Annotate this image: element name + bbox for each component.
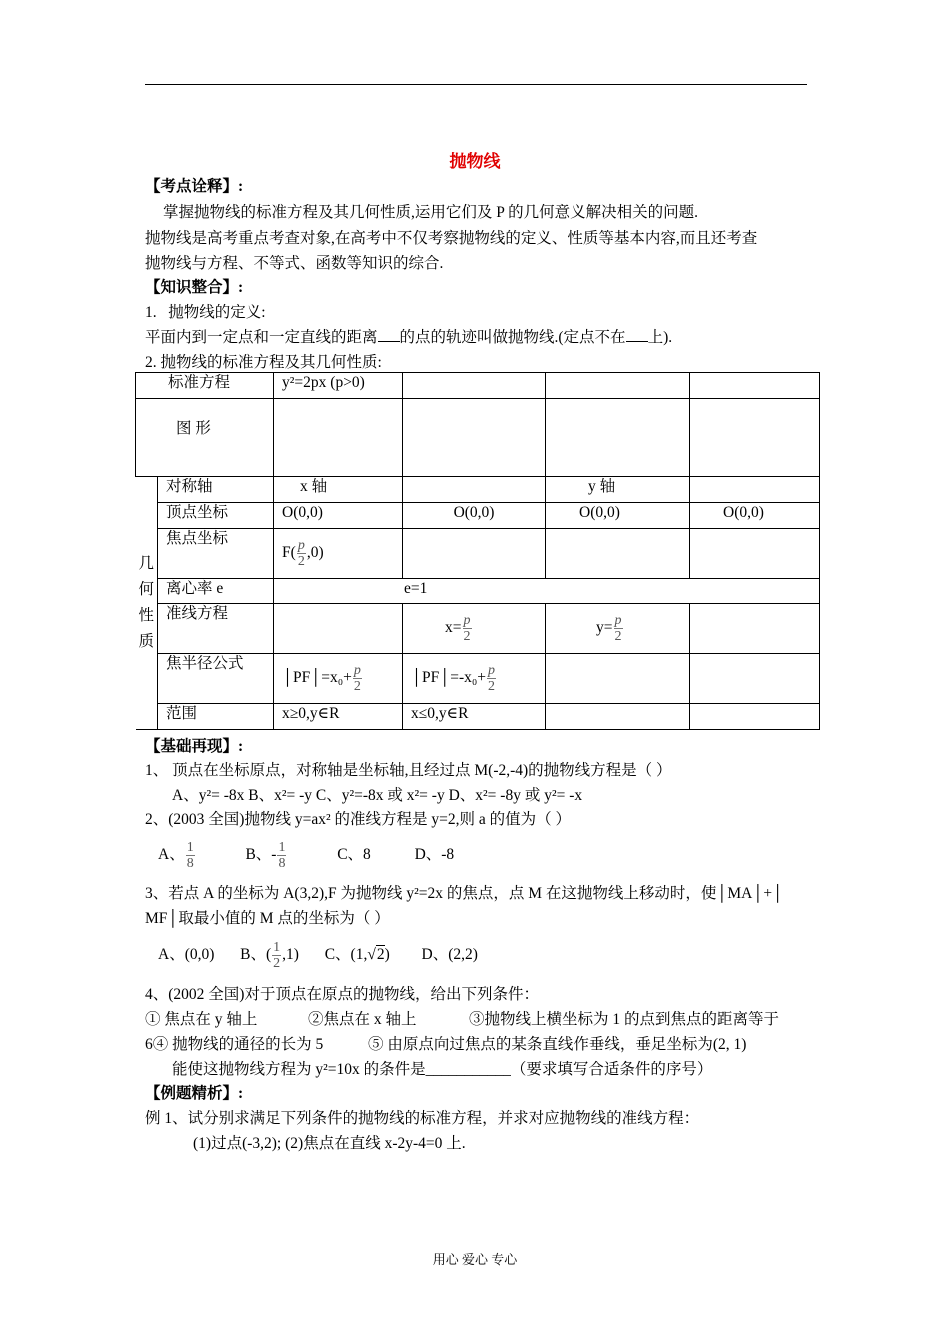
example-1-parts: (1)过点(-3,2); (2)焦点在直线 x-2y-4=0 上. (193, 1135, 466, 1152)
focus-label: 焦点坐标 (158, 529, 274, 579)
one-eighth-fraction: $\frac{1}{8}$ (186, 839, 194, 871)
std-equation-4 (690, 373, 820, 399)
directrix-4 (690, 604, 820, 654)
question-4: 4、(2002 全国)对于顶点在原点的抛物线，给出下列条件： (145, 986, 539, 1003)
q4-condition-5: ⑤ 由原点向过焦点的某条直线作垂线，垂足坐标为(2, 1) (368, 1036, 747, 1053)
question-1: 1、 顶点在坐标原点，对称轴是坐标轴,且经过点 M(-2,-4)的抛物线方程是（ ） (145, 762, 672, 779)
definition-line (145, 328, 672, 348)
vertex-4: O(0,0) (690, 503, 820, 529)
q2-option-b: B、- (245, 846, 277, 863)
focal-radius-2: │PF│=-x₀+ $\frac{p}{2}$ (403, 654, 546, 704)
std-equation-label: 标准方程 (136, 373, 274, 399)
kaodian-paragraph-2: 抛物线是高考重点考查对象,在高考中不仅考察抛物线的定义、性质等基本内容,而且还考查 (145, 230, 758, 247)
vertex-2: O(0,0) (403, 503, 546, 529)
one-eighth-fraction: $\frac{1}{8}$ (278, 839, 286, 871)
question-3-line-1: 3、若点 A 的坐标为 A(3,2),F 为抛物线 y²=2x 的焦点，点 M 在这抛物线上移动时，使│MA│+│ (145, 885, 784, 902)
header-rule (145, 84, 807, 85)
std-equation-2 (403, 373, 546, 399)
q3-option-d: D、(2,2) (421, 946, 478, 963)
directrix-3: y= $\frac{p}{2}$ (546, 604, 690, 654)
graph-cell-1 (274, 399, 403, 477)
question-1-options: A、y²= -8x B、x²= -y C、y²=-8x 或 x²= -y D、x²= -8y 或 y²= -x (172, 787, 583, 804)
p-over-2-fraction: $\frac{p}{2}$ (353, 663, 361, 694)
example-1: 例 1、试分别求满足下列条件的抛物线的标准方程，并求对应抛物线的准线方程： (145, 1110, 700, 1127)
focus-2 (403, 529, 546, 579)
directrix-2: x= $\frac{p}{2}$ (403, 604, 546, 654)
focal-radius-4 (690, 654, 820, 704)
definition-part-c: 上). (647, 329, 673, 346)
q4-condition-3: ③抛物线上横坐标为 1 的点到焦点的距离等于 (469, 1011, 780, 1028)
p-over-2-fraction: $\frac{p}{2}$ (488, 663, 496, 694)
definition-blank-2 (626, 341, 648, 342)
q2-option-d: D、-8 (414, 846, 455, 863)
question-2: 2、(2003 全国)抛物线 y=ax² 的准线方程是 y=2,则 a 的值为（ ） (145, 811, 571, 828)
directrix-label: 准线方程 (158, 604, 274, 654)
eccentricity-value: e=1 (274, 579, 820, 604)
q4-condition-4: 6④ 抛物线的通径的长为 5 (145, 1036, 324, 1053)
question-2-options (158, 838, 454, 872)
sqrt-icon: √ (367, 946, 376, 963)
question-3-line-2: MF│取最小值的 M 点的坐标为（ ） (145, 910, 390, 927)
range-1: x≥0,y∈R (274, 704, 403, 730)
graph-label: 图 形 (136, 399, 274, 477)
section-jichu-heading: 【基础再现】: (145, 738, 244, 755)
kaodian-paragraph-1: 掌握抛物线的标准方程及其几何性质,运用它们及 P 的几何意义解决相关的问题. (163, 204, 699, 221)
zhishi-item-2: 2. 抛物线的标准方程及其几何性质: (145, 354, 382, 371)
directrix-1 (274, 604, 403, 654)
definition-part-b: 的点的轨迹叫做抛物线.(定点不在 (399, 329, 626, 346)
definition-blank-1 (378, 341, 400, 342)
vertex-label: 顶点坐标 (158, 503, 274, 529)
kaodian-paragraph-3: 抛物线与方程、不等式、函数等知识的综合. (145, 255, 444, 272)
q3-option-c: C、(1,√2) (324, 946, 390, 963)
q4-condition-2: ②焦点在 x 轴上 (308, 1011, 417, 1028)
range-3 (546, 704, 690, 730)
p-over-2-fraction: $\frac{p}{2}$ (463, 613, 471, 644)
symmetry-axis-y: y 轴 (546, 477, 690, 503)
q4-prompt: 能使这抛物线方程为 y²=10x 的条件是___________（要求填写合适条件的序号） (172, 1061, 713, 1078)
geometric-properties-label: 几 何 性 质 (136, 477, 158, 730)
std-equation-1: y²=2px (p>0) (274, 373, 403, 399)
parabola-properties-table (135, 372, 820, 730)
q2-option-a: A、 (158, 846, 185, 863)
footer-text: 用心 爱心 专心 (432, 1252, 518, 1267)
symmetry-axis-2 (403, 477, 546, 503)
focal-radius-3 (546, 654, 690, 704)
focus-3 (546, 529, 690, 579)
question-3-options (158, 938, 478, 972)
one-half-fraction: $\frac{1}{2}$ (273, 939, 281, 971)
eccentricity-label: 离心率 e (158, 579, 274, 604)
focus-1: F( $\frac{p}{2}$ ,0) (274, 529, 403, 579)
zhishi-item-1: 1. 抛物线的定义: (145, 304, 266, 321)
page-title: 抛物线 (449, 152, 501, 171)
definition-part-a: 平面内到一定点和一定直线的距离 (145, 329, 378, 346)
graph-cell-3 (546, 399, 690, 477)
graph-cell-4 (690, 399, 820, 477)
symmetry-axis-x: x 轴 (274, 477, 403, 503)
q3-option-b: B、( $\frac{1}{2}$ ,1) (240, 939, 299, 971)
focal-radius-label: 焦半径公式 (158, 654, 274, 704)
std-equation-3 (546, 373, 690, 399)
section-kaodian-heading: 【考点诠释】: (145, 178, 244, 195)
q2-option-c: C、8 (337, 846, 371, 863)
p-over-2-fraction: $\frac{p}{2}$ (297, 538, 305, 569)
p-over-2-fraction: $\frac{p}{2}$ (614, 613, 622, 644)
q3-option-a: A、(0,0) (158, 946, 215, 963)
symmetry-axis-4 (690, 477, 820, 503)
vertex-1: O(0,0) (274, 503, 403, 529)
vertex-3: O(0,0) (546, 503, 690, 529)
symmetry-axis-label: 对称轴 (158, 477, 274, 503)
q4-condition-1: ① 焦点在 y 轴上 (145, 1011, 258, 1028)
section-zhishi-heading: 【知识整合】: (145, 279, 244, 296)
graph-cell-2 (403, 399, 546, 477)
section-liti-heading: 【例题精析】: (145, 1085, 244, 1102)
range-label: 范围 (158, 704, 274, 730)
focus-4 (690, 529, 820, 579)
range-2: x≤0,y∈R (403, 704, 546, 730)
focal-radius-1: │PF│=x₀+ $\frac{p}{2}$ (274, 654, 403, 704)
range-4 (690, 704, 820, 730)
